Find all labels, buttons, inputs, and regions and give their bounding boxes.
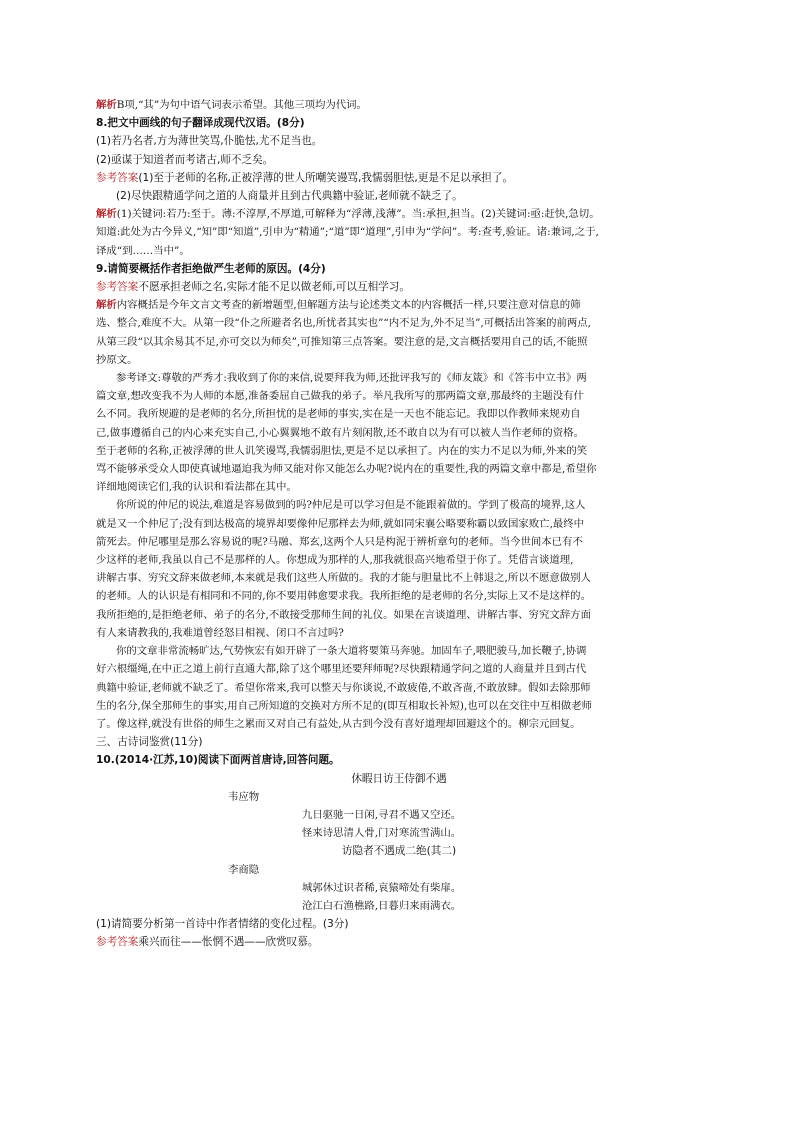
translation-line-12: 讲解古事、穷究文辞来做老师,本来就是我们这些人所做的。我的才能与胆量比不上韩退之,所以不愿意做别人 xyxy=(96,572,591,585)
translation-line-13: 的老师。人的认识是有相同和不同的,你不要用韩愈要求我。我所拒绝的是老师的名分,实际上又不是这样的。 xyxy=(96,590,591,603)
section-3-heading: 三、古诗词鉴赏(11分) xyxy=(96,736,203,749)
poem-1-author: 韦应物 xyxy=(228,790,260,803)
poem-2-author: 李商隐 xyxy=(228,863,260,876)
answer-10-1: 参考答案乘兴而往——怅惘不遇——欣赏叹慕。 xyxy=(96,936,319,949)
translation-line-8: 你所说的仲尼的说法,难道是容易做到的吗?仲尼是可以学习但是不能跟着做的。学到了极高的境界,这人 xyxy=(116,499,586,512)
analysis-8-line-2: 知道:此处为古今异义,“知”即“知道”,引申为“精通”;“道”即“道理”,引申为“学问”。考:查考,验证。诸:兼词,之于, xyxy=(96,226,599,239)
translation-line-7: 详细地阅读它们,我的认识和看法都在其中。 xyxy=(96,481,297,494)
translation-line-11: 少这样的老师,我虽以自己不是那样的人。你想成为那样的人,那我就很高兴地希望于你了。凭借言谈道理, xyxy=(96,554,574,567)
translation-line-9: 就是又一个仲尼了;没有到达极高的境界却要像仲尼那样去为师,就如同宋襄公略要称霸以致国家败亡,最终中 xyxy=(96,517,585,530)
translation-line-14: 我所拒绝的,是拒绝老师、弟子的名分,不敢接受那师生间的礼仪。如果在言谈道理、讲解古事、穷究文辞方面 xyxy=(96,608,591,621)
analysis-9-line-1: 解析内容概括是今年文言文考查的新增题型,但解题方法与论述类文本的内容概括一样,只要注意对信息的筛 xyxy=(96,299,581,312)
analysis-label: 解析 xyxy=(96,99,117,111)
answer-label: 参考答案 xyxy=(96,936,139,949)
analysis-9-line-4: 抄原文。 xyxy=(96,353,138,366)
translation-line-10: 箭死去。仲尼哪里是那么容易说的呢?马融、郑玄,这两个人只是构泥于辨析章句的老师。当今世间本已有不 xyxy=(96,535,583,548)
answer-label: 参考答案 xyxy=(96,281,139,294)
translation-line-4: 己,做事遵循自己的内心来充实自己,小心翼翼地不敢有片刻闲散,还不敢自以为有可以被人当作老师的资格。 xyxy=(96,426,584,439)
question-8-sentence-1: (1)若乃名者,方为薄世笑骂,仆脆怯,尤不足当也。 xyxy=(96,135,323,148)
answer-label: 参考答案 xyxy=(96,171,139,184)
question-9: 9.请简要概括作者拒绝做严生老师的原因。(4分) xyxy=(96,262,326,275)
analysis-9-line-3: 从第三段“以其余易其不足,亦可交以为师矣”,可推知第三点答案。要注意的是,文言概括要用自己的话,不能照 xyxy=(96,335,588,348)
analysis-label: 解析 xyxy=(96,299,117,312)
question-10: 10.(2014·江苏,10)阅读下面两首唐诗,回答问题。 xyxy=(96,754,340,767)
analysis-8-line-1: 解析(1)关键词:若乃:至于。薄:不淳厚,不厚道,可解释为“浮薄,浅薄”。当:承担,担当。(2)关键词:亟:赶快,急切。 xyxy=(96,208,600,221)
document-page xyxy=(96,96,702,952)
translation-line-16: 你的文章非常流畅旷达,气势恢宏有如开辟了一条大道将要策马奔驰。加固车子,喂肥骏马,加长鞭子,协调 xyxy=(116,645,587,658)
answer-8-2: (2)尽快跟精通学问之道的人商量并且到古代典籍中验证,老师就不缺乏了。 xyxy=(116,190,463,203)
poem-1-title: 休暇日访王侍御不遇 xyxy=(351,772,447,785)
analysis-8-line-3: 译成“到……当中”。 xyxy=(96,244,190,257)
question-8: 8.把文中画线的句子翻译成现代汉语。(8分) xyxy=(96,117,305,130)
analysis-label: 解析 xyxy=(96,208,117,221)
translation-line-5: 至于老师的名称,正被浮薄的世人讥笑谩骂,我懦弱胆怯,更是不足以承担了。内在的实力不足以为师,外来的笑 xyxy=(96,444,588,457)
poem-2-verse-2: 沧江白石渔樵路,日暮归来雨满衣。 xyxy=(302,899,462,912)
translation-line-20: 了。像这样,就没有世俗的师生之累而又对自己有益处,从古到今没有喜好道理却回避这个的。柳宗元回复。 xyxy=(96,717,581,730)
answer-9: 参考答案不愿承担老师之名,实际才能不足以做老师,可以互相学习。 xyxy=(96,281,410,294)
translation-line-18: 典籍中验证,老师就不缺乏了。希望你常来,我可以整天与你谈说,不敢疲倦,不敢吝啬,不敢放肆。假如去除那师 xyxy=(96,681,591,694)
poem-1-verse-1: 九日驱驰一日闲,寻君不遇又空还。 xyxy=(302,808,462,821)
translation-line-15: 有人来请教我的,我难道曾经怒目相视、闭口不言过吗? xyxy=(96,626,344,639)
poem-1-verse-2: 怪来诗思清人骨,门对寒流雪满山。 xyxy=(302,827,462,840)
question-10-1: (1)请简要分析第一首诗中作者情绪的变化过程。(3分) xyxy=(96,918,349,931)
question-8-sentence-2: (2)亟谋于知道者而考诸古,师不乏矣。 xyxy=(96,153,274,166)
poem-2-title: 访隐者不遇成二绝(其二) xyxy=(341,845,457,858)
translation-line-6: 骂不能够承受众人即使真诚地逼迫我为师又能对你又能怎么办呢?说内在的重要性,我的两篇文章中都是,希望你 xyxy=(96,463,597,476)
translation-line-17: 好六根缰绳,在中正之道上前行直通大都,除了这个哪里还要拜师呢?尽快跟精通学问之道的人商量并且到古代 xyxy=(96,663,587,676)
analysis-9-line-2: 选、整合,难度不大。从第一段“仆之所避者名也,所忧者其实也”“内不足为,外不足当”,可概括出答案的前两点, xyxy=(96,317,591,330)
translation-line-3: 么不同。我所规避的是老师的名分,所担忧的是老师的事实,实在是一天也不能忘记。我即以作教师来规劝自 xyxy=(96,408,581,421)
translation-line-2: 篇文章,想改变我不为人师的本愿,准备委屈自己做我的弟子。举凡我所写的那两篇文章,那最终的主题没有什 xyxy=(96,390,584,403)
analysis-7: 解析B项,“其”为句中语气词表示希望。其他三项均为代词。 xyxy=(96,99,367,111)
answer-8-1: 参考答案(1)至于老师的名称,正被浮薄的世人所嘲笑谩骂,我懦弱胆怯,更是不足以承担了。 xyxy=(96,171,514,184)
translation-line-1: 参考译文:尊敬的严秀才:我收到了你的来信,说要拜我为师,还批评我写的《师友箴》和《答韦中立书》两 xyxy=(116,372,587,385)
poem-2-verse-1: 城郭休过识者稀,哀猿啼处有柴扉。 xyxy=(302,881,462,894)
translation-line-19: 生的名分,保全那师生的事实,用自己所知道的交换对方所不足的(即互相取长补短),也可以在交往中互相做老师 xyxy=(96,699,592,712)
